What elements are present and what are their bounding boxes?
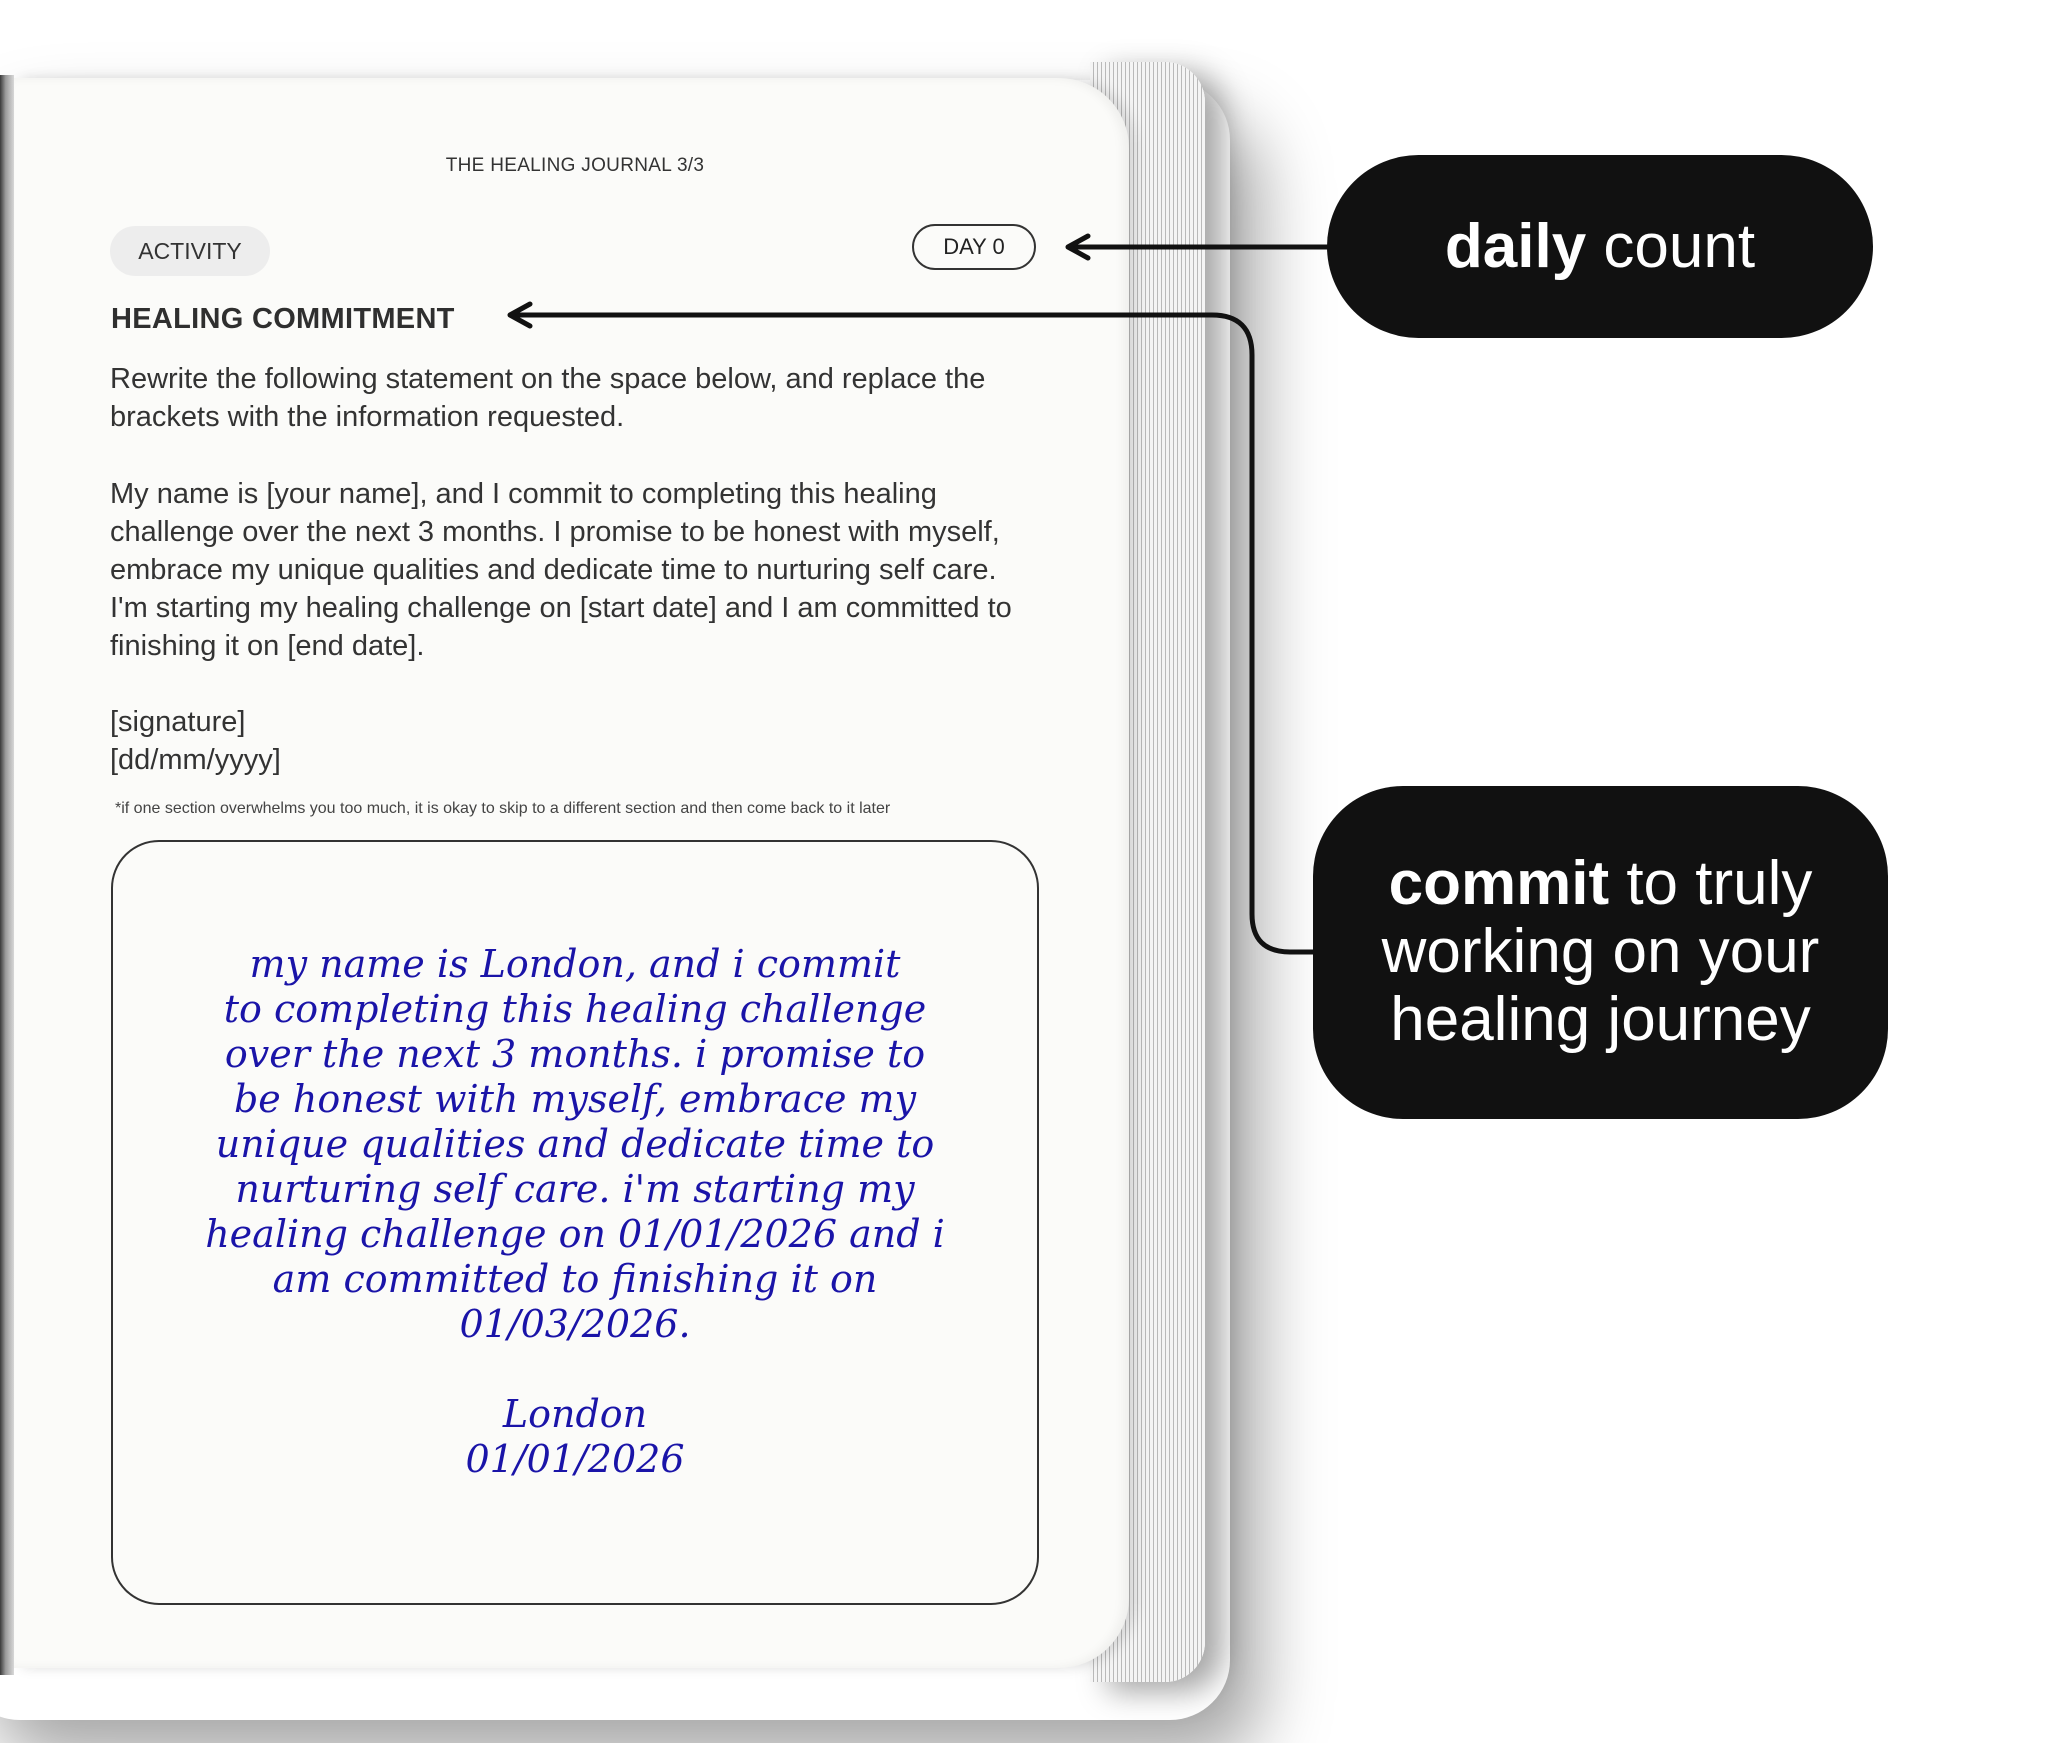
page-heading: HEALING COMMITMENT — [111, 303, 455, 335]
instructions-line: Rewrite the following statement on the space below, and replace the — [110, 363, 986, 395]
statement-line: challenge over the next 3 months. I promise to be honest with myself, — [110, 516, 1000, 548]
callout-commit-line3: healing journey — [1390, 985, 1811, 1054]
signature-placeholder: [signature] — [110, 706, 246, 738]
handwritten-line: healing challenge on 01/01/2026 and i — [205, 1212, 945, 1256]
activity-tag: ACTIVITY — [110, 226, 270, 276]
callout-daily-rest: count — [1586, 212, 1756, 281]
handwritten-line: my name is London, and i commit — [249, 942, 901, 986]
callout-daily-bold: daily — [1444, 212, 1587, 281]
callout-commit-rest: to truly — [1609, 849, 1813, 918]
footnote: *if one section overwhelms you too much, it is okay to skip to a different section and then come back to it later — [115, 800, 891, 817]
statement-line: embrace my unique qualities and dedicate time to nurturing self care. — [110, 554, 997, 586]
instructions-line: brackets with the information requested. — [110, 401, 625, 433]
handwritten-line: over the next 3 months. i promise to — [224, 1032, 926, 1076]
callout-commit-line2: working on your — [1381, 917, 1820, 986]
statement-line: I'm starting my healing challenge on [start date] and I am committed to — [110, 592, 1012, 624]
commit-arrow-line — [512, 315, 1313, 952]
callout-daily-count — [1327, 155, 1873, 338]
handwritten-line: am committed to finishing it on — [272, 1257, 878, 1301]
handwritten-line: 01/03/2026. — [459, 1302, 691, 1346]
running-head: THE HEALING JOURNAL 3/3 — [445, 155, 705, 176]
handwritten-line: unique qualities and dedicate time to — [215, 1122, 935, 1166]
statement-line: My name is [your name], and I commit to completing this healing — [110, 478, 937, 510]
callout-commit-line1 — [1313, 850, 1888, 918]
handwritten-line: be honest with myself, embrace my — [233, 1077, 917, 1121]
statement-line: finishing it on [end date]. — [110, 630, 425, 662]
callout-commit-bold: commit — [1388, 849, 1610, 918]
handwritten-date: 01/01/2026 — [465, 1437, 685, 1481]
handwritten-signature: London — [502, 1392, 648, 1436]
handwritten-line: nurturing self care. i'm starting my — [235, 1167, 915, 1211]
day-counter-badge: DAY 0 — [912, 224, 1036, 270]
callout-commit — [1313, 786, 1888, 1119]
date-placeholder: [dd/mm/yyyy] — [110, 744, 281, 776]
handwritten-line: to completing this healing challenge — [223, 987, 927, 1031]
